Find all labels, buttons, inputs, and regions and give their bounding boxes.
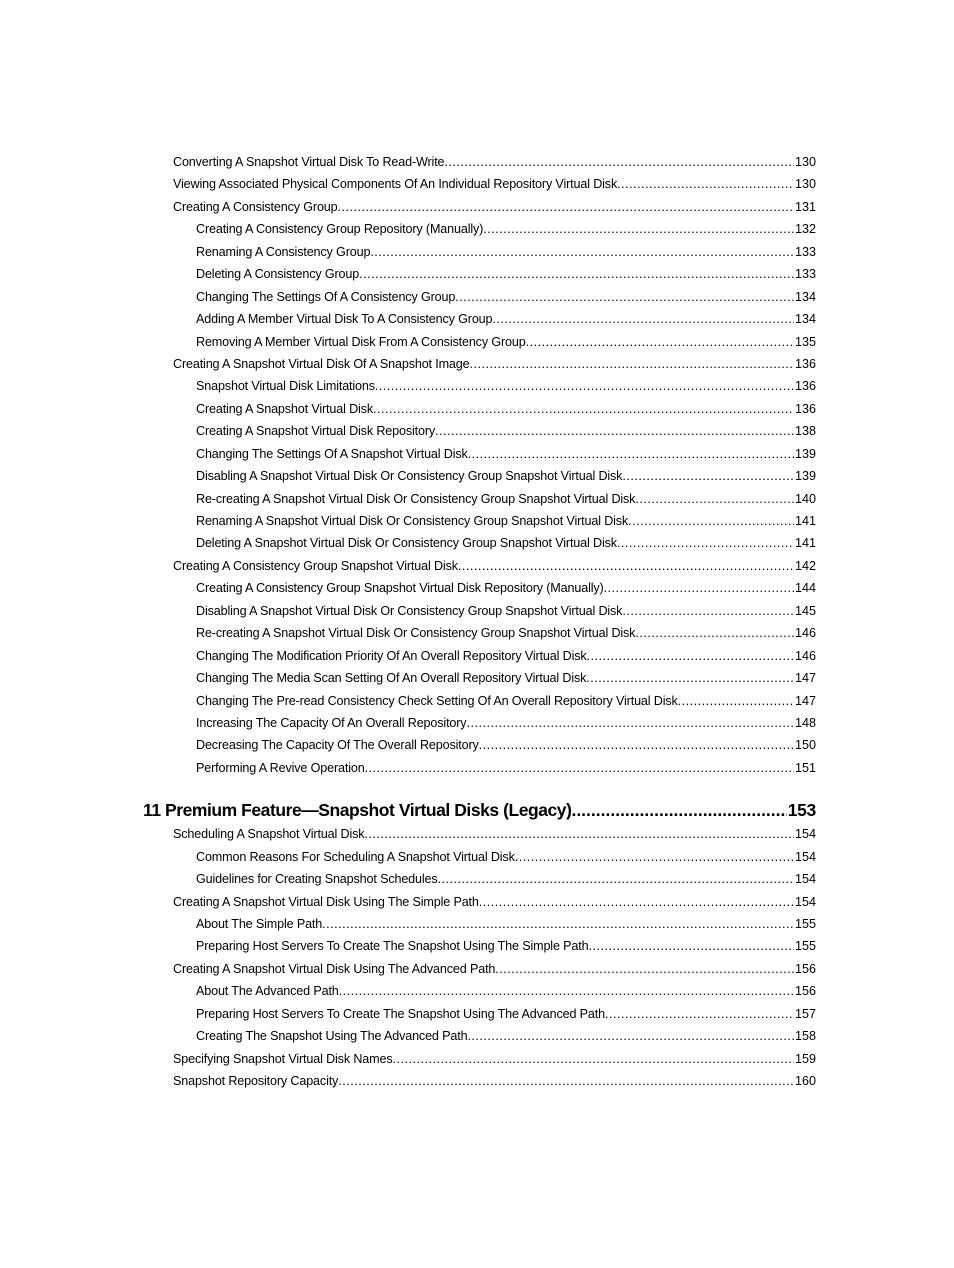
toc-entry[interactable] xyxy=(173,196,816,218)
toc-entry-page-number: 154 xyxy=(794,849,816,864)
dot-leader xyxy=(492,308,794,330)
dot-leader xyxy=(322,913,794,935)
toc-entry-page-number: 132 xyxy=(794,222,816,237)
toc-entry-title: Changing The Settings Of A Consistency Group xyxy=(196,289,456,304)
dot-leader xyxy=(617,173,794,195)
toc-entry-title: Scheduling A Snapshot Virtual Disk xyxy=(173,827,365,842)
toc-entry-title: Creating A Snapshot Virtual Disk Using The Simple Path xyxy=(173,894,479,909)
toc-entry-page-number: 136 xyxy=(794,356,816,371)
toc-entry-page-number: 131 xyxy=(794,199,816,214)
toc-entry-title: 11 Premium Feature—Snapshot Virtual Disks (Legacy) xyxy=(143,800,572,821)
dot-leader xyxy=(526,331,794,353)
toc-entry-page-number: 160 xyxy=(794,1074,816,1089)
toc-entry-page-number: 156 xyxy=(794,984,816,999)
dot-leader xyxy=(339,980,794,1002)
toc-entry-title: Increasing The Capacity Of An Overall Repository xyxy=(196,715,467,730)
toc-entry[interactable] xyxy=(173,734,816,756)
toc-entry-page-number: 139 xyxy=(794,469,816,484)
toc-entry-page-number: 139 xyxy=(794,446,816,461)
toc-entry[interactable] xyxy=(173,690,816,712)
dot-leader xyxy=(678,690,794,712)
toc-entry-title: Renaming A Snapshot Virtual Disk Or Consistency Group Snapshot Virtual Disk xyxy=(196,514,629,528)
toc-entry[interactable] xyxy=(173,1025,816,1047)
toc-entry[interactable] xyxy=(173,913,816,935)
toc-entry[interactable] xyxy=(173,868,816,890)
toc-entry-page-number: 155 xyxy=(794,939,816,954)
toc-entry-page-number: 133 xyxy=(794,244,816,259)
dot-leader xyxy=(479,734,794,756)
toc-entry-title: Changing The Modification Priority Of An Overall Repository Virtual Disk xyxy=(196,648,587,663)
toc-entry-page-number: 140 xyxy=(794,491,816,506)
toc-entry-title: Guidelines for Creating Snapshot Schedules xyxy=(196,872,438,887)
toc-entry[interactable] xyxy=(173,823,816,845)
toc-entry-title: Re-creating A Snapshot Virtual Disk Or Consistency Group Snapshot Virtual Disk xyxy=(196,491,636,506)
dot-leader xyxy=(370,241,794,263)
toc-entry-page-number: 159 xyxy=(794,1051,816,1066)
toc-entry[interactable] xyxy=(173,173,816,195)
toc-entry-page-number: 147 xyxy=(794,693,816,708)
toc-entry[interactable] xyxy=(173,420,816,442)
toc-entry-page-number: 136 xyxy=(794,379,816,394)
toc-entry-title: Creating A Snapshot Virtual Disk Using The Advanced Path xyxy=(173,961,496,976)
dot-leader xyxy=(515,846,794,868)
toc-entry-page-number: 145 xyxy=(794,603,816,618)
toc-entry[interactable] xyxy=(173,980,816,1002)
toc-entry-title: Changing The Pre-read Consistency Check Setting Of An Overall Repository Virtual Disk xyxy=(196,693,678,708)
toc-entry-page-number: 142 xyxy=(794,558,816,573)
toc-entry[interactable] xyxy=(173,622,816,644)
dot-leader xyxy=(495,958,794,980)
dot-leader xyxy=(635,488,794,510)
toc-entry-title: Preparing Host Servers To Create The Snapshot Using The Simple Path xyxy=(196,939,589,954)
toc-entry-title: Changing The Settings Of A Snapshot Virtual Disk xyxy=(196,446,468,461)
toc-entry-title: About The Simple Path xyxy=(196,917,323,931)
toc-entry-page-number: 154 xyxy=(794,827,816,842)
dot-leader xyxy=(587,645,794,667)
toc-entry[interactable] xyxy=(173,645,816,667)
dot-leader xyxy=(617,532,794,554)
toc-entry-page-number: 155 xyxy=(794,917,816,931)
dot-leader xyxy=(435,420,794,442)
dot-leader xyxy=(479,891,794,913)
toc-entry[interactable] xyxy=(173,331,816,353)
toc-entry-page-number: 153 xyxy=(787,800,816,821)
toc-entry-title: Creating The Snapshot Using The Advanced Path xyxy=(196,1029,468,1044)
dot-leader xyxy=(373,398,794,420)
toc-entry-title: Deleting A Consistency Group xyxy=(196,267,360,282)
toc-entry-page-number: 154 xyxy=(794,894,816,909)
dot-leader xyxy=(622,600,794,622)
table-of-contents xyxy=(143,151,816,1093)
toc-entry[interactable] xyxy=(173,286,816,308)
toc-entry-page-number: 141 xyxy=(794,536,816,551)
dot-leader xyxy=(364,823,794,845)
toc-entry-page-number: 130 xyxy=(794,177,816,192)
toc-entry-title: Changing The Media Scan Setting Of An Overall Repository Virtual Disk xyxy=(196,671,587,686)
dot-leader xyxy=(588,935,794,957)
dot-leader xyxy=(455,286,794,308)
toc-entry-page-number: 150 xyxy=(794,738,816,753)
dot-leader xyxy=(470,353,794,375)
dot-leader xyxy=(458,555,794,577)
toc-entry-title: Common Reasons For Scheduling A Snapshot Virtual Disk xyxy=(196,849,515,864)
toc-entry-title: Decreasing The Capacity Of The Overall Repository xyxy=(196,738,479,753)
toc-entry[interactable] xyxy=(173,218,816,240)
dot-leader xyxy=(365,757,794,779)
toc-entry[interactable] xyxy=(173,375,816,397)
toc-entry-page-number: 148 xyxy=(794,715,816,730)
toc-entry[interactable] xyxy=(173,935,816,957)
dot-leader xyxy=(604,577,794,599)
toc-entry[interactable] xyxy=(173,667,816,689)
toc-entry-title: Specifying Snapshot Virtual Disk Names xyxy=(173,1051,393,1066)
toc-entry-page-number: 130 xyxy=(794,155,816,169)
toc-entry[interactable] xyxy=(173,1003,816,1025)
toc-entry-title: Deleting A Snapshot Virtual Disk Or Consistency Group Snapshot Virtual Disk xyxy=(196,536,617,551)
toc-entry[interactable] xyxy=(173,241,816,263)
toc-entry-page-number: 154 xyxy=(794,872,816,887)
dot-leader xyxy=(338,196,794,218)
toc-entry-page-number: 141 xyxy=(794,514,816,528)
dot-leader xyxy=(635,622,794,644)
toc-entry[interactable] xyxy=(173,465,816,487)
toc-entry-page-number: 156 xyxy=(794,961,816,976)
dot-leader xyxy=(468,443,794,465)
toc-entry-page-number: 134 xyxy=(794,312,816,327)
dot-leader xyxy=(622,465,794,487)
toc-entry-title: Snapshot Virtual Disk Limitations xyxy=(196,379,375,394)
toc-entry-page-number: 135 xyxy=(794,334,816,349)
toc-entry[interactable] xyxy=(173,308,816,330)
toc-entry-page-number: 133 xyxy=(794,267,816,282)
toc-entry-page-number: 138 xyxy=(794,424,816,439)
dot-leader xyxy=(605,1003,794,1025)
toc-entry[interactable] xyxy=(173,555,816,577)
toc-entry[interactable] xyxy=(173,1070,816,1092)
toc-entry-title: Disabling A Snapshot Virtual Disk Or Consistency Group Snapshot Virtual Disk xyxy=(196,603,623,618)
toc-entry-title: Snapshot Repository Capacity xyxy=(173,1074,339,1089)
dot-leader xyxy=(483,218,794,240)
toc-entry-page-number: 151 xyxy=(794,760,816,775)
toc-entry-title: Removing A Member Virtual Disk From A Consistency Group xyxy=(196,334,526,349)
dot-leader xyxy=(444,151,794,173)
toc-entry-title: Preparing Host Servers To Create The Snapshot Using The Advanced Path xyxy=(196,1006,605,1021)
dot-leader xyxy=(467,1025,794,1047)
toc-entry-title: Renaming A Consistency Group xyxy=(196,244,371,259)
toc-entry[interactable] xyxy=(173,846,816,868)
toc-entry-title: Creating A Snapshot Virtual Disk Of A Snapshot Image xyxy=(173,356,470,371)
toc-entry[interactable] xyxy=(173,488,816,510)
dot-leader xyxy=(338,1070,794,1092)
toc-entry-page-number: 136 xyxy=(794,401,816,416)
toc-entry-page-number: 134 xyxy=(794,289,816,304)
toc-entry[interactable] xyxy=(173,712,816,734)
toc-entry[interactable] xyxy=(173,510,816,532)
toc-entry[interactable] xyxy=(173,151,816,173)
toc-entry[interactable] xyxy=(173,1048,816,1070)
toc-entry-page-number: 146 xyxy=(794,648,816,663)
toc-entry[interactable] xyxy=(173,263,816,285)
dot-leader xyxy=(586,667,794,689)
toc-entry-page-number: 158 xyxy=(794,1029,816,1044)
toc-entry[interactable] xyxy=(173,398,816,420)
toc-entry-page-number: 157 xyxy=(794,1006,816,1021)
dot-leader xyxy=(392,1048,794,1070)
toc-entry[interactable] xyxy=(173,577,816,599)
toc-entry[interactable] xyxy=(173,958,816,980)
dot-leader xyxy=(628,510,794,532)
toc-entry-title: Adding A Member Virtual Disk To A Consistency Group xyxy=(196,312,493,327)
toc-entry[interactable] xyxy=(173,353,816,375)
dot-leader xyxy=(375,375,794,397)
toc-entry-title: About The Advanced Path xyxy=(196,984,339,999)
toc-entry-title: Creating A Consistency Group Repository (Manually) xyxy=(196,222,484,237)
toc-entry[interactable] xyxy=(173,757,816,779)
dot-leader xyxy=(359,263,794,285)
dot-leader xyxy=(438,868,794,890)
toc-entry-title: Performing A Revive Operation xyxy=(196,760,365,775)
toc-entry-page-number: 146 xyxy=(794,626,816,641)
toc-entry[interactable] xyxy=(173,891,816,913)
toc-entry[interactable] xyxy=(173,532,816,554)
toc-entry-title: Creating A Snapshot Virtual Disk Repository xyxy=(196,424,436,439)
toc-entry-title: Converting A Snapshot Virtual Disk To Read-Write xyxy=(173,155,445,169)
toc-entry-title: Re-creating A Snapshot Virtual Disk Or Consistency Group Snapshot Virtual Disk xyxy=(196,626,636,641)
toc-entry-page-number: 147 xyxy=(794,671,816,686)
toc-entry[interactable] xyxy=(173,443,816,465)
toc-entry-title: Creating A Consistency Group Snapshot Virtual Disk Repository (Manually) xyxy=(196,581,604,596)
toc-entry-title: Creating A Consistency Group xyxy=(173,199,338,214)
toc-entry[interactable] xyxy=(173,600,816,622)
toc-entry-page-number: 144 xyxy=(794,581,816,596)
dot-leader xyxy=(466,712,794,734)
toc-entry-title: Viewing Associated Physical Components Of An Individual Repository Virtual Disk xyxy=(173,177,618,192)
toc-entry-title: Disabling A Snapshot Virtual Disk Or Consistency Group Snapshot Virtual Disk xyxy=(196,469,623,484)
toc-entry-title: Creating A Consistency Group Snapshot Virtual Disk xyxy=(173,558,458,573)
toc-entry-title: Creating A Snapshot Virtual Disk xyxy=(196,401,373,416)
